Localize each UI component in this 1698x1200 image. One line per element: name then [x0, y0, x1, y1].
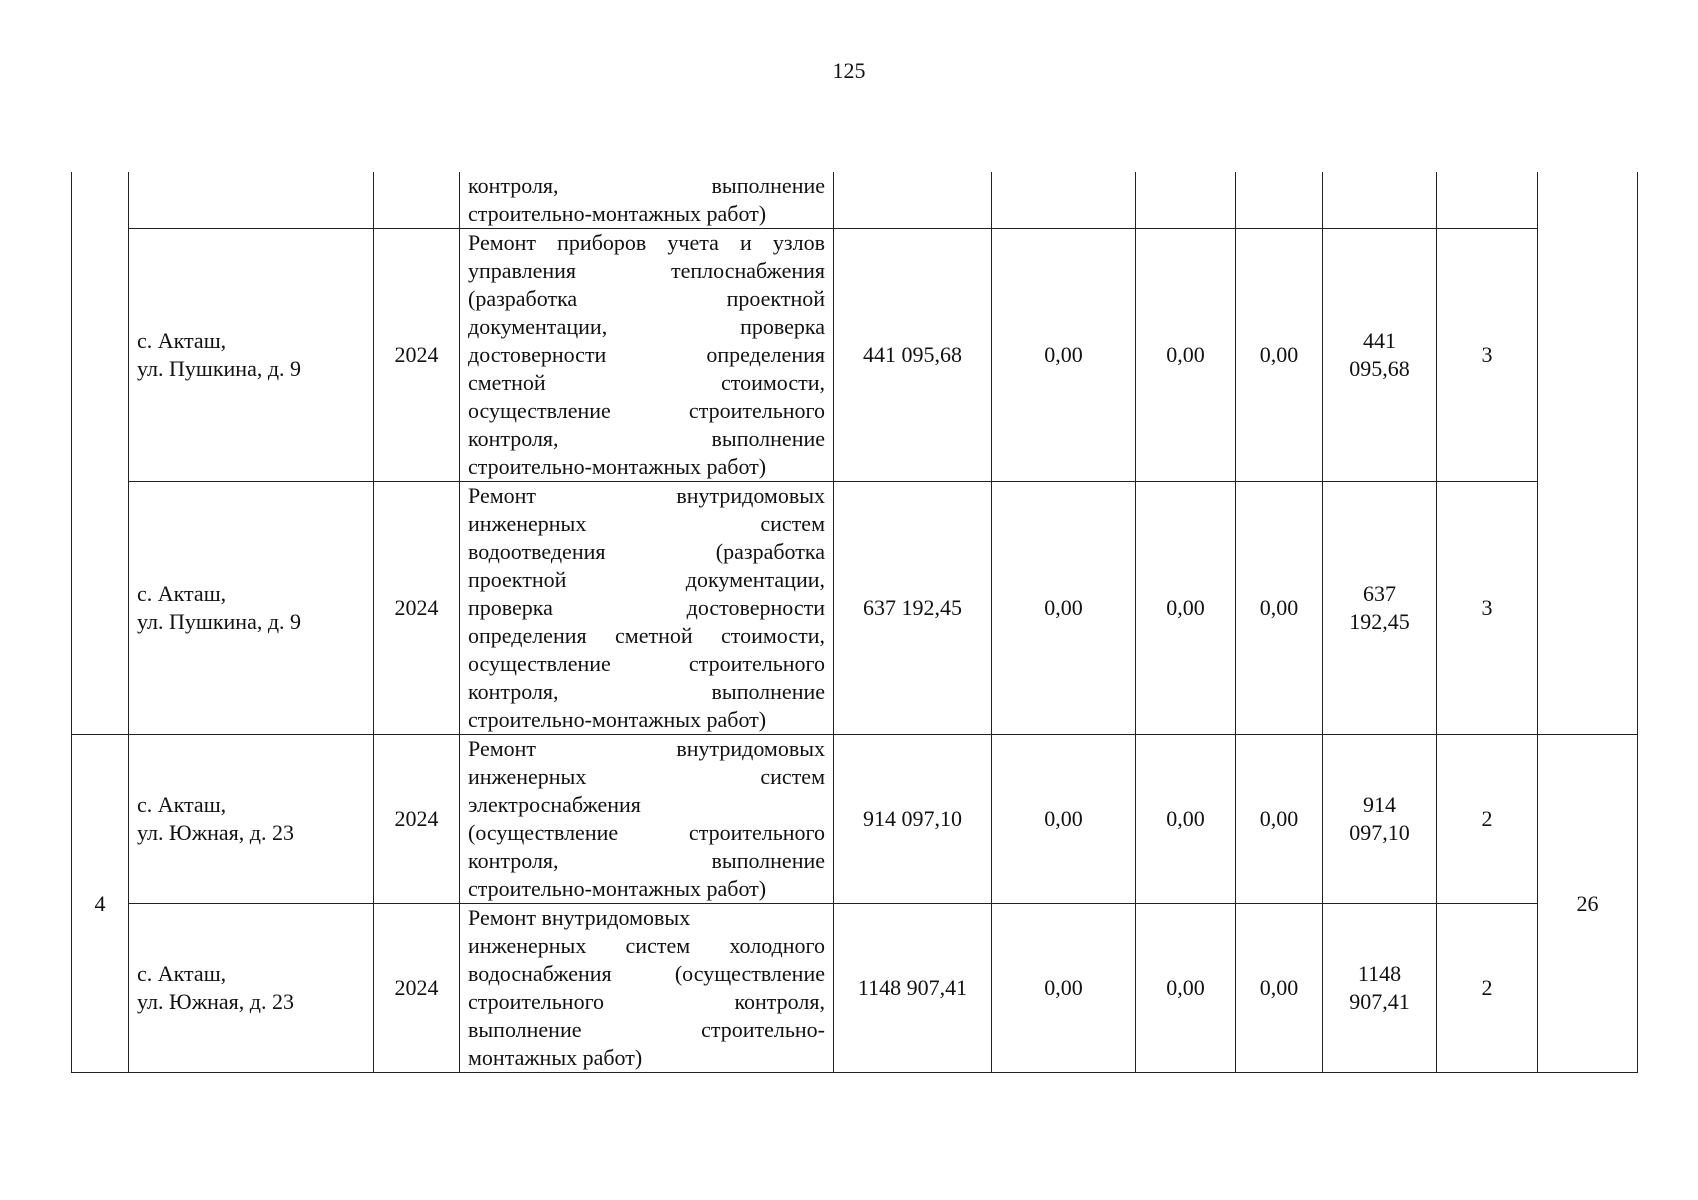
owners-funds-line: 914 [1363, 792, 1396, 817]
budget-cell: 0,00 [1136, 904, 1236, 1073]
address-street: ул. Пушкина, д. 9 [137, 356, 302, 381]
work-line: (осуществление строительного [468, 820, 825, 845]
work-line: сметной стоимости, [468, 370, 825, 395]
work-description-cell [460, 904, 834, 1073]
work-line: строительно-монтажных работ) [468, 201, 767, 226]
owners-funds-line: 095,68 [1349, 356, 1410, 381]
table-row [72, 904, 1638, 1073]
owners-funds-line: 097,10 [1349, 820, 1410, 845]
owners-funds-line: 637 [1363, 581, 1396, 606]
budget-cell: 0,00 [1136, 229, 1236, 482]
address-locality: с. Акташ, [137, 328, 227, 353]
group-number-cell: 4 [72, 735, 129, 1073]
work-line: осуществление строительного [468, 398, 825, 423]
local-budget-cell [1236, 172, 1323, 229]
category-cell: 3 [1437, 229, 1538, 482]
work-line: электроснабжения [468, 792, 641, 817]
address-cell [129, 172, 374, 229]
work-line: водоснабжения (осуществление [468, 961, 825, 986]
address-cell [129, 735, 374, 904]
work-line: инженерных систем [468, 511, 825, 536]
fund-cell [992, 172, 1136, 229]
work-line: строительно-монтажных работ) [468, 707, 767, 732]
work-line: водоотведения (разработка [468, 539, 825, 564]
year-cell [374, 172, 460, 229]
fund-cell: 0,00 [992, 482, 1136, 735]
work-line: Ремонт внутридомовых [468, 736, 825, 761]
owners-funds-cell [1323, 172, 1437, 229]
local-budget-cell: 0,00 [1236, 735, 1323, 904]
work-description-cell [460, 229, 834, 482]
year-cell: 2024 [374, 904, 460, 1073]
owners-funds-line: 1148 [1357, 961, 1402, 986]
local-budget-cell: 0,00 [1236, 904, 1323, 1073]
work-line: контроля, выполнение [468, 173, 825, 198]
work-line: достоверности определения [468, 342, 825, 367]
year-cell: 2024 [374, 482, 460, 735]
total-cost-cell [834, 172, 992, 229]
address-street: ул. Южная, д. 23 [137, 989, 294, 1014]
work-line: инженерных систем холодного [468, 933, 825, 958]
budget-cell: 0,00 [1136, 482, 1236, 735]
total-cost-cell: 914 097,10 [834, 735, 992, 904]
address-locality: с. Акташ, [137, 961, 227, 986]
year-cell: 2024 [374, 229, 460, 482]
work-description-cell [460, 172, 834, 229]
category-cell: 2 [1437, 735, 1538, 904]
work-line: выполнение строительно- [468, 1017, 825, 1042]
table-row [72, 172, 1638, 229]
owners-funds-cell [1323, 229, 1437, 482]
owners-funds-line: 192,45 [1349, 609, 1410, 634]
total-cost-cell: 441 095,68 [834, 229, 992, 482]
work-line: проверка достоверности [468, 595, 825, 620]
address-street: ул. Южная, д. 23 [137, 820, 294, 845]
total-cost-cell: 637 192,45 [834, 482, 992, 735]
category-cell [1437, 172, 1538, 229]
page-number: 125 [832, 58, 866, 83]
address-street: ул. Пушкина, д. 9 [137, 609, 302, 634]
group-number-cell [72, 172, 129, 735]
work-line: управления теплоснабжения [468, 258, 825, 283]
address-cell [129, 229, 374, 482]
work-line: контроля, выполнение [468, 426, 825, 451]
address-locality: с. Акташ, [137, 581, 227, 606]
work-line: строительно-монтажных работ) [468, 454, 767, 479]
work-line: проектной документации, [468, 567, 825, 592]
address-cell [129, 904, 374, 1073]
work-line: документации, проверка [468, 314, 825, 339]
work-line: определения сметной стоимости, [468, 623, 825, 648]
group-count-cell: 26 [1538, 735, 1638, 1073]
group-count-cell [1538, 172, 1638, 735]
total-cost-cell: 1148 907,41 [834, 904, 992, 1073]
owners-funds-cell [1323, 735, 1437, 904]
work-line: Ремонт внутридомовых [468, 905, 691, 930]
work-line: осуществление строительного [468, 651, 825, 676]
work-line: контроля, выполнение [468, 848, 825, 873]
budget-cell: 0,00 [1136, 735, 1236, 904]
address-locality: с. Акташ, [137, 792, 227, 817]
owners-funds-line: 907,41 [1349, 989, 1410, 1014]
table-row [72, 482, 1638, 735]
table-row [72, 735, 1638, 904]
work-line: строительно-монтажных работ) [468, 876, 767, 901]
work-line: контроля, выполнение [468, 679, 825, 704]
local-budget-cell: 0,00 [1236, 229, 1323, 482]
work-line: строительного контроля, [468, 989, 825, 1014]
fund-cell: 0,00 [992, 229, 1136, 482]
work-description-cell [460, 482, 834, 735]
year-cell: 2024 [374, 735, 460, 904]
owners-funds-cell [1323, 904, 1437, 1073]
repair-program-table [71, 172, 1638, 1073]
budget-cell [1136, 172, 1236, 229]
table-row [72, 229, 1638, 482]
work-line: Ремонт приборов учета и узлов [468, 230, 825, 255]
category-cell: 3 [1437, 482, 1538, 735]
work-line: Ремонт внутридомовых [468, 483, 825, 508]
fund-cell: 0,00 [992, 904, 1136, 1073]
work-line: монтажных работ) [468, 1045, 643, 1070]
work-description-cell [460, 735, 834, 904]
work-line: (разработка проектной [468, 286, 825, 311]
owners-funds-line: 441 [1363, 328, 1396, 353]
work-line: инженерных систем [468, 764, 825, 789]
local-budget-cell: 0,00 [1236, 482, 1323, 735]
address-cell [129, 482, 374, 735]
owners-funds-cell [1323, 482, 1437, 735]
category-cell: 2 [1437, 904, 1538, 1073]
fund-cell: 0,00 [992, 735, 1136, 904]
